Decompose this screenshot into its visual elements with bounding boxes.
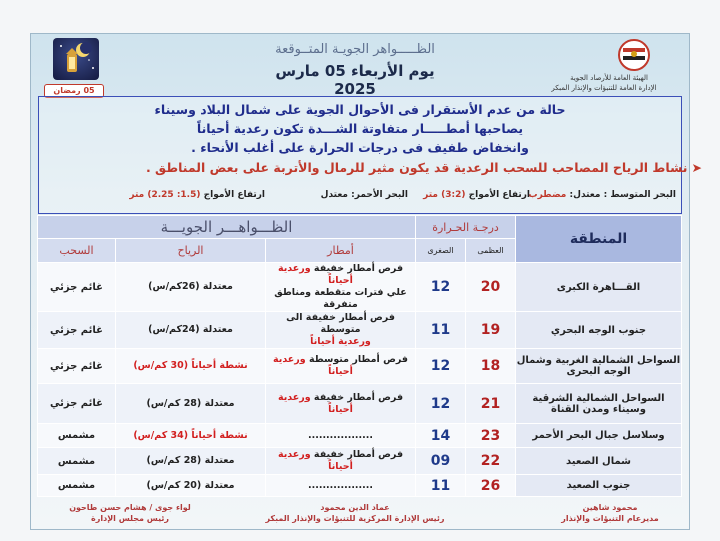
region-header: المنطقة	[516, 216, 682, 263]
max-temp-cell: 18	[466, 349, 516, 384]
table-row	[37, 263, 681, 312]
summary-line-2: يصاحبها أمطـــــار متفاوتة الشـــدة تكون رعدية أحياناً	[196, 121, 524, 136]
temp-header: درجـة الحـرارة	[416, 216, 516, 239]
region-cell: جنوب الصعيد	[516, 475, 682, 497]
cloud-cell: مشمس	[37, 424, 115, 448]
rain-cell: فرص أمطار خفيفة ورعدية أحياناً	[266, 448, 416, 475]
ramadan-lantern-icon	[53, 38, 99, 80]
red-sea-state: البحر الأحمر: معتدل	[320, 190, 408, 200]
bulletin-title: الظـــــواهر الجويـة المتــوقعة	[275, 42, 435, 57]
region-cell: القـــاهرة الكبرى	[516, 263, 682, 312]
max-temp-cell: 19	[466, 312, 516, 349]
cloud-cell: مشمس	[37, 475, 115, 497]
min-temp-cell: 12	[416, 384, 466, 424]
rain-cell: فرص أمطار خفيفة الى متوسطة ورعدية أحياناً	[266, 312, 416, 349]
table-row	[37, 424, 681, 448]
max-temp-cell: 26	[466, 475, 516, 497]
region-cell: السواحل الشمالية الغربية وشمال الوجه البحرى	[516, 349, 682, 384]
forecast-table	[38, 215, 682, 497]
wind-cell: نشطة أحياناً (30 كم/س)	[116, 349, 266, 384]
med-sea-state: البحر المتوسط : معتدل: مضطرب	[528, 190, 676, 200]
wind-header: الرياح	[116, 239, 266, 263]
cloud-cell: غائم جزئي	[37, 312, 115, 349]
table-row	[37, 475, 681, 497]
summary-line-1: حالة من عدم الأستقرار فى الأحوال الجوية على شمال البلاد وسيناء	[154, 102, 566, 117]
cloud-cell: غائم جزئي	[37, 263, 115, 312]
bullet-arrow-icon: ➤	[691, 160, 702, 175]
rain-cell: فرص أمطار خفيفة ورعدية أحياناً	[266, 384, 416, 424]
region-cell: السواحل الشمالية الشرقية وسيناء ومدن القناة	[516, 384, 682, 424]
rain-cell: فرص أمطار خفيفة ورعدية أحياناً علي فترات متقطعة ومناطق متفرقة	[266, 263, 416, 312]
org-department: الإدارة العامة للتنبؤات والإنذار المبكر	[551, 84, 657, 92]
bulletin-date: يوم الأربعاء 05 مارس 2025	[275, 62, 435, 98]
summary-line-4-text: نشاط الرياح المصاحب للسحب الرعدية قد يكون مثير للرمال والأتربة على بعض المناطق .	[145, 160, 688, 175]
summary-line-4	[12, 160, 702, 175]
min-temp-cell: 09	[416, 448, 466, 475]
region-cell: شمال الصعيد	[516, 448, 682, 475]
org-name: الهيئة العامة للأرصاد الجوية	[570, 74, 648, 82]
max-header: العظمى	[466, 239, 516, 263]
signature-central-admin: عماد الدين محمود رئيس الإدارة المركزية للتنبؤات والإنذار المبكر	[265, 503, 445, 523]
max-temp-cell: 20	[466, 263, 516, 312]
wind-cell: معتدلة (28 كم/س)	[116, 448, 266, 475]
wind-cell: معتدلة (24كم/س)	[116, 312, 266, 349]
ema-logo-icon	[614, 38, 654, 72]
min-temp-cell: 12	[416, 349, 466, 384]
med-sea-waves: ارتفاع الأمواج (3:2) متر	[423, 190, 530, 200]
min-temp-cell: 12	[416, 263, 466, 312]
cloud-cell: غائم جزئي	[37, 384, 115, 424]
region-cell: جنوب الوجه البحري	[516, 312, 682, 349]
wind-cell: معتدلة (28 كم/س)	[116, 384, 266, 424]
table-row	[37, 384, 681, 424]
red-sea-waves: ارتفاع الأمواج (1.5: 2.25) متر	[129, 190, 265, 200]
wind-cell: معتدلة (20 كم/س)	[116, 475, 266, 497]
rain-header: أمطار	[266, 239, 416, 263]
table-row	[37, 312, 681, 349]
summary-line-3: وانخفاض طفيف فى درجات الحرارة على أغلب الأنحاء .	[191, 140, 529, 155]
wind-cell: نشطة أحياناً (34 كم/س)	[116, 424, 266, 448]
rain-cell: ..................	[266, 475, 416, 497]
max-temp-cell: 23	[466, 424, 516, 448]
cloud-cell: غائم جزئي	[37, 349, 115, 384]
signature-board-chairman: لواء جوى / هشام حسن طاحون رئيس مجلس الإدارة	[69, 503, 191, 523]
min-temp-cell: 14	[416, 424, 466, 448]
region-cell: وسلاسل جبال البحر الأحمر	[516, 424, 682, 448]
rain-cell: ..................	[266, 424, 416, 448]
max-temp-cell: 21	[466, 384, 516, 424]
cloud-cell: مشمس	[37, 448, 115, 475]
signature-forecast-director: محمود شاهين مديرعام التنبؤات والإنذار	[561, 503, 659, 523]
max-temp-cell: 22	[466, 448, 516, 475]
weather-header: الظـــواهـــر الجويـــة	[37, 216, 415, 239]
table-row	[37, 448, 681, 475]
table-row	[37, 349, 681, 384]
min-header: الصغرى	[416, 239, 466, 263]
cloud-header: السحب	[37, 239, 115, 263]
ramadan-date-badge: 05 رمضان	[44, 84, 104, 98]
min-temp-cell: 11	[416, 312, 466, 349]
rain-cell: فرص أمطار متوسطة ورعدية أحياناً	[266, 349, 416, 384]
min-temp-cell: 11	[416, 475, 466, 497]
wind-cell: معتدلة (26كم/س)	[116, 263, 266, 312]
